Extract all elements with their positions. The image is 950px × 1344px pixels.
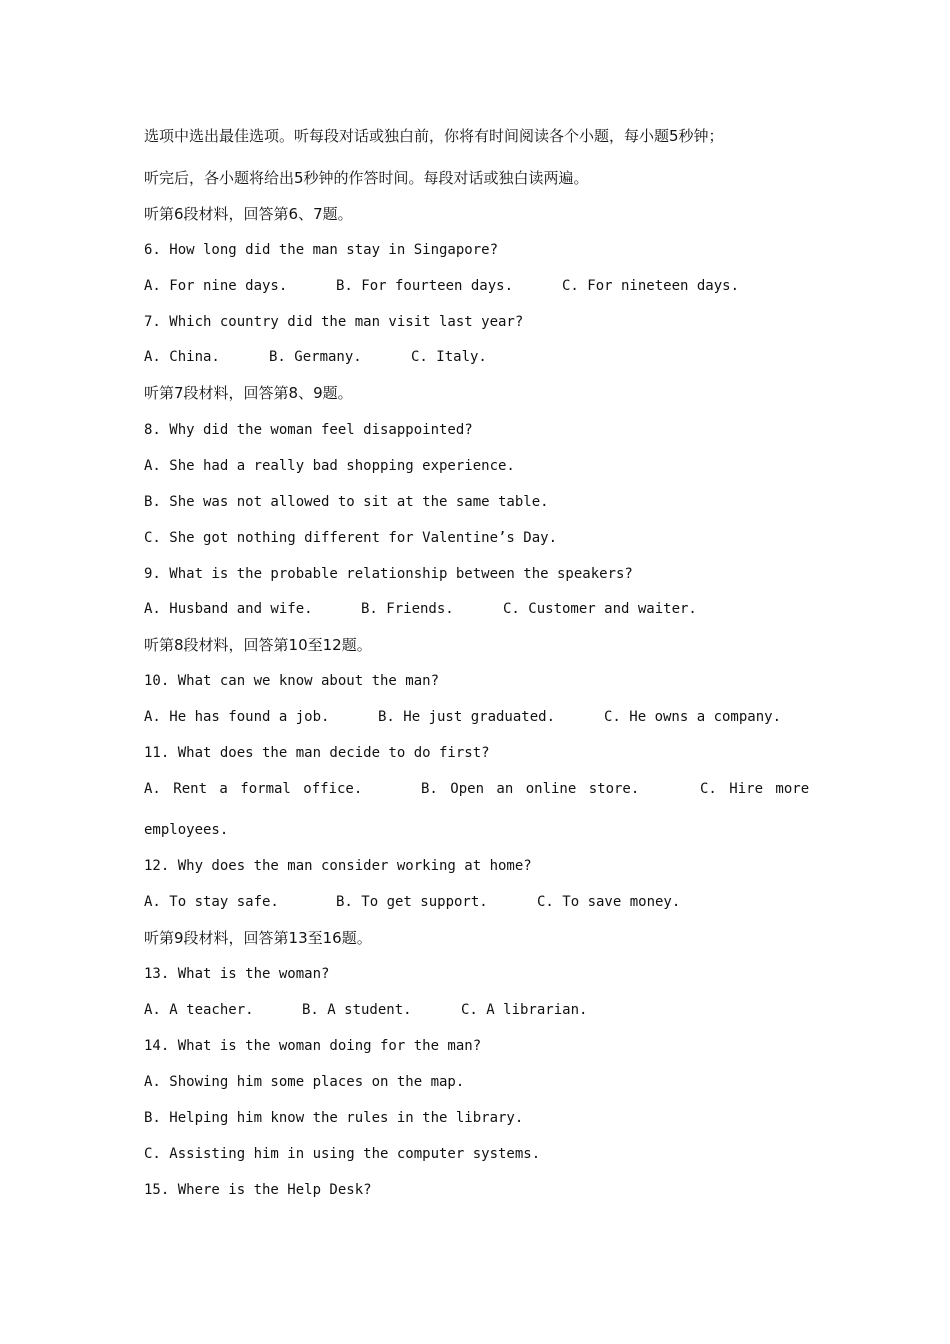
q8-option-a: A. She had a really bad shopping experience. <box>144 458 515 474</box>
q13-option-b: B. A student. <box>302 1002 412 1018</box>
q7-option-c: C. Italy. <box>411 349 487 365</box>
q11-option-a: A. Rent a formal office. <box>144 781 363 797</box>
instructions-line-1: 选项中选出最佳选项。听每段对话或独白前，你将有时间阅读各个小题，每小题5秒钟； <box>144 127 724 145</box>
q13-option-a: A. A teacher. <box>144 1002 254 1018</box>
q12-option-b: B. To get support. <box>336 894 488 910</box>
question-11: 11. What does the man decide to do first? <box>144 745 490 761</box>
question-6: 6. How long did the man stay in Singapore? <box>144 242 499 258</box>
q12-option-a: A. To stay safe. <box>144 894 279 910</box>
question-15: 15. Where is the Help Desk? <box>144 1182 372 1198</box>
q10-option-a: A. He has found a job. <box>144 709 330 725</box>
question-12: 12. Why does the man consider working at home? <box>144 858 532 874</box>
q6-option-a: A. For nine days. <box>144 278 288 294</box>
q13-option-c: C. A librarian. <box>461 1002 588 1018</box>
question-10: 10. What can we know about the man? <box>144 673 440 689</box>
q9-option-a: A. Husband and wife. <box>144 601 313 617</box>
section-heading-9: 听第9段材料，回答第13至16题。 <box>144 929 372 947</box>
q10-option-c: C. He owns a company. <box>604 709 782 725</box>
q6-option-b: B. For fourteen days. <box>336 278 514 294</box>
section-heading-7: 听第7段材料，回答第8、9题。 <box>144 384 353 402</box>
q14-option-a: A. Showing him some places on the map. <box>144 1074 465 1090</box>
q7-option-a: A. China. <box>144 349 220 365</box>
q11-option-c: C. Hire more <box>700 781 810 797</box>
question-14: 14. What is the woman doing for the man? <box>144 1038 482 1054</box>
question-8: 8. Why did the woman feel disappointed? <box>144 422 473 438</box>
q14-option-c: C. Assisting him in using the computer systems. <box>144 1146 541 1162</box>
q7-option-b: B. Germany. <box>269 349 362 365</box>
q8-option-b: B. She was not allowed to sit at the same table. <box>144 494 549 510</box>
question-9: 9. What is the probable relationship between the speakers? <box>144 566 633 582</box>
q11-option-b: B. Open an online store. <box>421 781 640 797</box>
question-13: 13. What is the woman? <box>144 966 330 982</box>
q6-option-c: C. For nineteen days. <box>562 278 740 294</box>
instructions-line-2: 听完后，各小题将给出5秒钟的作答时间。每段对话或独白读两遍。 <box>144 169 589 187</box>
q14-option-b: B. Helping him know the rules in the library. <box>144 1110 524 1126</box>
question-7: 7. Which country did the man visit last year? <box>144 314 524 330</box>
q11-option-c-continued: employees. <box>144 822 229 838</box>
section-heading-6: 听第6段材料，回答第6、7题。 <box>144 205 353 223</box>
q9-option-c: C. Customer and waiter. <box>503 601 697 617</box>
q8-option-c: C. She got nothing different for Valentine’s Day. <box>144 530 558 546</box>
q12-option-c: C. To save money. <box>537 894 681 910</box>
q10-option-b: B. He just graduated. <box>378 709 556 725</box>
q9-option-b: B. Friends. <box>361 601 454 617</box>
section-heading-8: 听第8段材料，回答第10至12题。 <box>144 636 372 654</box>
